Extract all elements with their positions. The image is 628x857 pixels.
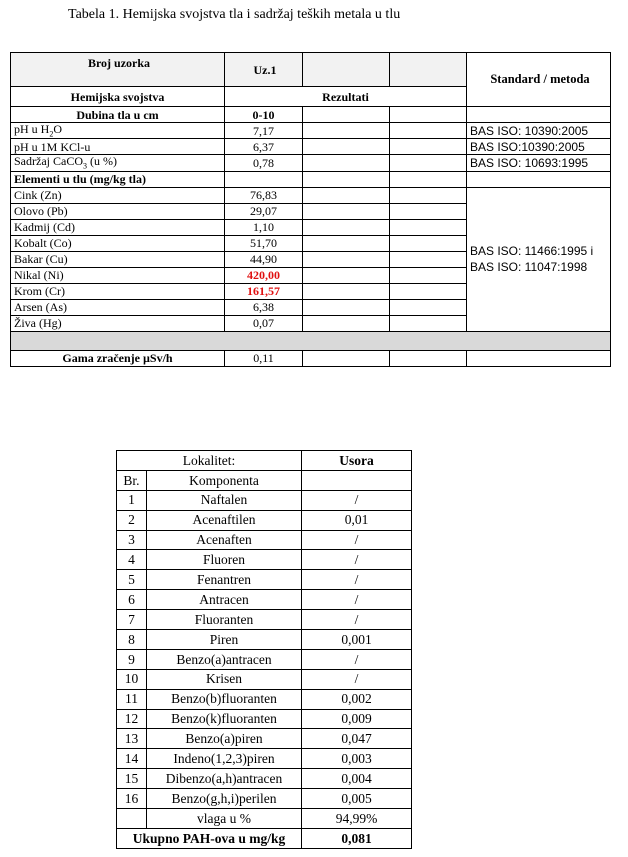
pah-value: / [302, 490, 412, 510]
caco3-subscript: 3 [82, 161, 87, 171]
empty-cell [390, 267, 467, 283]
component-column-header: Komponenta [147, 470, 302, 490]
empty-cell [303, 123, 390, 139]
total-label: Ukupno PAH-ova u mg/kg [117, 828, 302, 848]
pah-row [117, 749, 412, 769]
pah-row [117, 530, 412, 550]
pah-row [117, 490, 412, 510]
metal-name: Bakar (Cu) [11, 251, 225, 267]
gamma-label: Gama zračenje µSv/h [11, 350, 225, 366]
pah-row [117, 590, 412, 610]
metal-name: Olovo (Pb) [11, 203, 225, 219]
pah-row [117, 669, 412, 689]
pah-row [117, 789, 412, 809]
caco3-tail: (u %) [86, 154, 117, 169]
pah-number: 10 [117, 669, 147, 689]
empty-header-cell [303, 53, 390, 87]
caco3-standard: BAS ISO: 10693:1995 [467, 155, 611, 171]
pah-component: Krisen [147, 669, 302, 689]
pah-number: 12 [117, 709, 147, 729]
pah-component: Acenaften [147, 530, 302, 550]
empty-cell [390, 350, 467, 366]
pah-value: / [302, 530, 412, 550]
metal-value: 1,10 [225, 219, 303, 235]
ph-h2o-tail: O [53, 122, 63, 136]
ph-h2o-subscript: 2 [49, 129, 54, 139]
metal-name: Živa (Hg) [11, 315, 225, 331]
elements-label: Elementi u tlu (mg/kg tla) [11, 171, 225, 187]
pah-row [117, 630, 412, 650]
pah-component: Piren [147, 630, 302, 650]
metal-name: Nikal (Ni) [11, 267, 225, 283]
location-label: Lokalitet: [117, 451, 302, 471]
empty-cell [390, 283, 467, 299]
ph-h2o-label [11, 123, 225, 139]
depth-value: 0-10 [225, 107, 303, 123]
sample-number-header: Broj uzorka [11, 53, 225, 87]
ph-kcl-value: 6,37 [225, 139, 303, 155]
empty-cell [303, 299, 390, 315]
empty-header-cell [390, 53, 467, 87]
pah-number: 4 [117, 550, 147, 570]
gamma-row [11, 350, 611, 366]
pah-number: 9 [117, 649, 147, 669]
ph-h2o-standard: BAS ISO: 10390:2005 [467, 123, 611, 139]
results-header: Rezultati [225, 87, 467, 107]
pah-component: Naftalen [147, 490, 302, 510]
empty-cell [390, 107, 467, 123]
empty-cell [467, 350, 611, 366]
empty-cell [303, 251, 390, 267]
metals-standard-line-1: BAS ISO: 11466:1995 i [470, 244, 594, 259]
pah-component: Indeno(1,2,3)piren [147, 749, 302, 769]
empty-cell [303, 171, 390, 187]
ph-h2o-text: pH u H [14, 122, 50, 136]
pah-value: / [302, 550, 412, 570]
metal-value: 29,07 [225, 203, 303, 219]
ph-kcl-label: pH u 1M KCl-u [11, 139, 225, 155]
pah-value: 0,001 [302, 630, 412, 650]
pah-value: 0,003 [302, 749, 412, 769]
total-value: 0,081 [302, 828, 412, 848]
caco3-label [11, 155, 225, 171]
pah-value: 0,002 [302, 689, 412, 709]
pah-component: Benzo(g,h,i)perilen [147, 789, 302, 809]
empty-cell [390, 315, 467, 331]
caco3-text: Sadržaj CaCO [14, 154, 83, 169]
metal-name: Arsen (As) [11, 299, 225, 315]
empty-cell [390, 203, 467, 219]
pah-component: Antracen [147, 590, 302, 610]
empty-cell [303, 283, 390, 299]
sample-id-header: Uz.1 [225, 53, 303, 87]
empty-cell [117, 809, 147, 829]
separator-cell [11, 331, 611, 350]
location-value: Usora [302, 451, 412, 471]
pah-component: Acenaftilen [147, 510, 302, 530]
empty-cell [303, 219, 390, 235]
metal-name: Cink (Zn) [11, 187, 225, 203]
metal-value: 6,38 [225, 299, 303, 315]
empty-cell [303, 187, 390, 203]
empty-cell [303, 267, 390, 283]
metal-row [11, 187, 611, 203]
pah-component: Dibenzo(a,h)antracen [147, 769, 302, 789]
ph-kcl-standard: BAS ISO:10390:2005 [467, 139, 611, 155]
empty-cell [303, 139, 390, 155]
pah-component: Fluoranten [147, 610, 302, 630]
pah-value: 0,009 [302, 709, 412, 729]
pah-row [117, 550, 412, 570]
soil-properties-table [10, 52, 611, 367]
metal-value: 51,70 [225, 235, 303, 251]
pah-number: 8 [117, 630, 147, 650]
gamma-value: 0,11 [225, 350, 303, 366]
pah-value: / [302, 590, 412, 610]
metal-value: 44,90 [225, 251, 303, 267]
empty-cell [390, 299, 467, 315]
pah-number: 11 [117, 689, 147, 709]
pah-row [117, 610, 412, 630]
pah-component: Benzo(a)piren [147, 729, 302, 749]
standard-method-header: Standard / metoda [467, 53, 611, 107]
pah-number: 3 [117, 530, 147, 550]
pah-value: / [302, 669, 412, 689]
pah-value: / [302, 570, 412, 590]
pah-row [117, 729, 412, 749]
pah-row [117, 709, 412, 729]
depth-label: Dubina tla u cm [11, 107, 225, 123]
metals-standard [467, 187, 611, 331]
table-caption: Tabela 1. Hemijska svojstva tla i sadržaj teških metala u tlu [68, 7, 401, 22]
moisture-value: 94,99% [302, 809, 412, 829]
pah-row [117, 510, 412, 530]
pah-value: 0,01 [302, 510, 412, 530]
number-column-header: Br. [117, 470, 147, 490]
pah-number: 6 [117, 590, 147, 610]
total-row [117, 828, 412, 848]
pah-component: Fluoren [147, 550, 302, 570]
pah-number: 7 [117, 610, 147, 630]
empty-cell [303, 203, 390, 219]
empty-cell [390, 139, 467, 155]
pah-value: 0,005 [302, 789, 412, 809]
empty-cell [303, 107, 390, 123]
pah-number: 2 [117, 510, 147, 530]
empty-cell [390, 171, 467, 187]
empty-cell [303, 315, 390, 331]
pah-number: 14 [117, 749, 147, 769]
empty-cell [467, 171, 611, 187]
metal-value: 420,00 [225, 267, 303, 283]
empty-cell [303, 350, 390, 366]
empty-cell [303, 235, 390, 251]
pah-component: Benzo(b)fluoranten [147, 689, 302, 709]
pah-component: Fenantren [147, 570, 302, 590]
metal-value: 161,57 [225, 283, 303, 299]
pah-row [117, 689, 412, 709]
metals-standard-line-2: BAS ISO: 11047:1998 [470, 260, 588, 275]
pah-value: / [302, 649, 412, 669]
pah-number: 13 [117, 729, 147, 749]
caco3-value: 0,78 [225, 155, 303, 171]
empty-cell [390, 235, 467, 251]
empty-cell [390, 123, 467, 139]
chemical-properties-header: Hemijska svojstva [11, 87, 225, 107]
pah-row [117, 570, 412, 590]
metal-name: Kobalt (Co) [11, 235, 225, 251]
empty-cell [225, 171, 303, 187]
pah-value: 0,004 [302, 769, 412, 789]
empty-cell [303, 155, 390, 171]
moisture-row [117, 809, 412, 829]
empty-cell [390, 219, 467, 235]
pah-number: 15 [117, 769, 147, 789]
pah-row [117, 649, 412, 669]
pah-row [117, 769, 412, 789]
moisture-label: vlaga u % [147, 809, 302, 829]
pah-table [116, 450, 412, 849]
pah-number: 5 [117, 570, 147, 590]
pah-number: 1 [117, 490, 147, 510]
empty-cell [467, 107, 611, 123]
ph-h2o-value: 7,17 [225, 123, 303, 139]
metal-value: 76,83 [225, 187, 303, 203]
empty-cell [302, 470, 412, 490]
empty-cell [390, 155, 467, 171]
pah-component: Benzo(a)antracen [147, 649, 302, 669]
pah-value: / [302, 610, 412, 630]
metal-name: Krom (Cr) [11, 283, 225, 299]
metal-value: 0,07 [225, 315, 303, 331]
pah-number: 16 [117, 789, 147, 809]
pah-component: Benzo(k)fluoranten [147, 709, 302, 729]
separator-row [11, 331, 611, 350]
pah-value: 0,047 [302, 729, 412, 749]
empty-cell [390, 187, 467, 203]
metal-name: Kadmij (Cd) [11, 219, 225, 235]
empty-cell [390, 251, 467, 267]
